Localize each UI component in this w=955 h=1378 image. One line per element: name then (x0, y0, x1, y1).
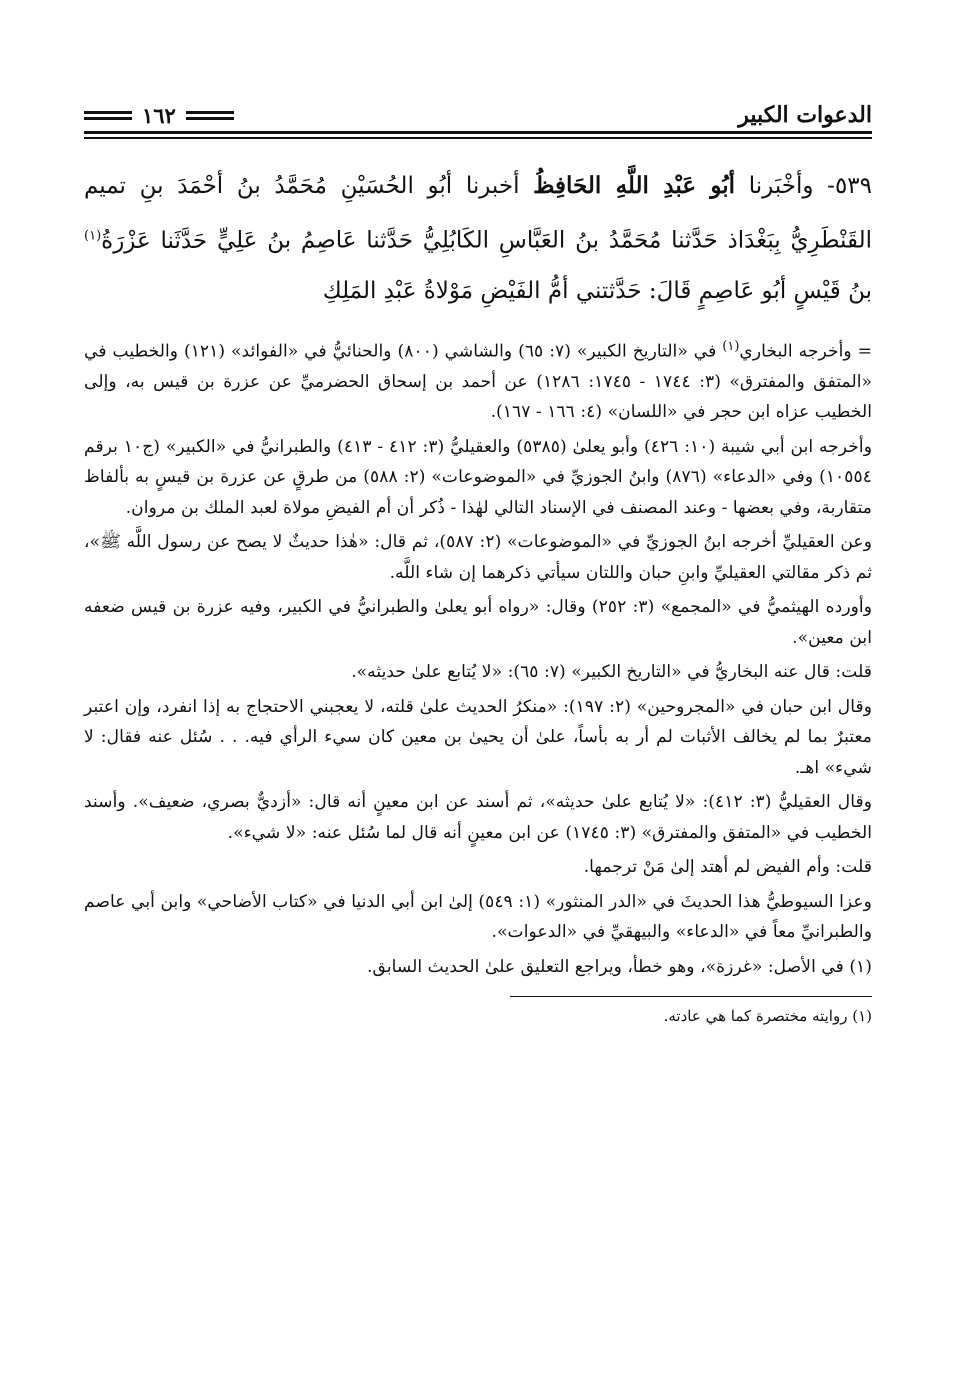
footnote-separator (510, 996, 872, 997)
note-paragraph: وقال العقيليُّ (٣: ٤١٢): «لا يُتابع علىٰ حديثه»، ثم أسند عن ابن معينٍ أنه قال: «أزديٌّ بصري، ضعيف». وأسند الخطيب في «المتفق والمفترق» (٣: ١٧٤٥) عن ابن معينٍ أنه قال لما سُئل عنه: «لا شيء». (84, 792, 873, 843)
note-paragraph: وعزا السيوطيُّ هذا الحديثَ في «الدر المنثور» (١: ٥٤٩) إلىٰ ابن أبي الدنيا في «كتاب الأضاحي» وابن أبي عاصم والطبرانيِّ معاً في «الدعاء» والبيهقيِّ في «الدعوات». (84, 891, 872, 943)
page-number-block (84, 103, 234, 128)
page (84, 90, 872, 1025)
book-title: الدعوات الكبير (738, 102, 872, 128)
ornament-dash (186, 111, 234, 120)
note-paragraph: = وأخرجه البخاري$^{(١)}$ في «التاريخ الكبير» (٧: ٦٥) والشاشي (٨٠٠) والحنائيُّ في «الفوائد» (١٢١) والخطيب في «المتفق والمفترق» (٣: ١٧٤٤ - ١٧٤٥: ١٢٨٦) عن أحمد بن إسحاق الحضرميِّ عن عزرة بن قيس به، وإلى الخطيب عزاه ابن حجر في «اللسان» (٤: ١٦٦ - ١٦٧). (84, 338, 872, 423)
note-paragraph: وأخرجه ابن أبي شيبة (١٠: ٤٢٦) وأبو يعلىٰ (٥٣٨٥) والعقيليُّ (٣: ٤١٢ - ٤١٣) والطبرانيُّ في «الكبير» (ج١٠ برقم ١٠٥٥٤) وفي «الدعاء» (٨٧٦) وابنُ الجوزيِّ في «الموضوعات» (٢: ٥٨٨) من طرقٍ عن عزرة بن قيسٍ به بألفاظ متقاربة، وفي بعضها - وعند المصنف في الإسناد التالي لهٰذا - ذُكر أن أم الفيضِ مولاة لعبد الملك بن مروان. (84, 436, 872, 518)
footnote: (١) روايته مختصرة كما هي عادته. (663, 1007, 872, 1026)
hadith-line-1: ٥٣٩- وأخْبَرنا أبُو عَبْدِ اللَّهِ الحَافِظُ أخبرنا أبُو الحُسَيْنِ مُحَمَّدُ بنُ أحْمَدَ بنِ (139, 172, 872, 199)
page-number: ١٦٢ (142, 103, 176, 128)
note-paragraph: (١) في الأصل: «غرزة»، وهو خطأ، ويراجع التعليق علىٰ الحديث السابق. (367, 956, 872, 977)
note-paragraph: قلت: وأم الفيض لم أهتد إلىٰ مَنْ ترجمها. (583, 857, 872, 878)
header-rule (84, 131, 872, 134)
header-rule-thin (84, 137, 872, 139)
footnote-ref: (١) (84, 228, 102, 243)
hadith-line-2: تميم القَنْطَرِيُّ بِبَغْدَاذ حَدَّثنا مُحَمَّدُ بنُ العَبَّاسِ الكَابُلِيُّ حَدَّثنا عَاصِمُ بنُ عَلِيٍّ (84, 173, 872, 254)
note-paragraph: قلت: قال عنه البخاريُّ في «التاريخ الكبير» (٧: ٦٥): «لا يُتابع علىٰ حديثه». (351, 662, 872, 683)
note-paragraph: وأورده الهيثميُّ في «المجمع» (٣: ٢٥٢) وقال: «رواه أبو يعلىٰ والطبرانيُّ في الكبير، وفيه عزرة بن قيس ضعفه ابن معين». (84, 597, 872, 648)
note-paragraph: وقال ابن حبان في «المجروحين» (٢: ١٩٧): «منكرُ الحديث علىٰ قلته، لا يعجبني الاحتجاج به إذا انفرد، وإن اعتبر معتبرٌ بما لم يخالف الأثبات لم أر به بأساً، علىٰ أن يحيىٰ بن معين كان سيء الرأي فيه. . . سُئل عنه فقال: لا شيء» اهـ. (84, 696, 872, 778)
commentary (84, 332, 872, 983)
hadith-text (84, 161, 872, 316)
hadith-line-3: حَدَّثَنا عَزْرَةُ$^{(١)}$ بنُ قَيْسٍ أبُو عَاصِمٍ قَالَ: حَدَّثتني أمُّ الفَيْضِ مَوْلاةُ عَبْدِ المَلِكِ (84, 227, 872, 304)
narrator-name: أبُو عَبْدِ اللَّهِ الحَافِظُ (533, 172, 736, 199)
ornament-dash (84, 111, 132, 120)
running-head (84, 90, 872, 128)
note-paragraph: وعن العقيليِّ أخرجه ابنُ الجوزيِّ في «الموضوعات» (٢: ٥٨٧)، ثم قال: «هٰذا حديثٌ لا يصح عن رسول اللَّه ﷺ»، ثم ذكر مقالتي العقيليِّ وابنِ حبان واللتان سيأتي ذكرهما إن شاء اللَّه. (84, 532, 872, 583)
footnote-ref: (١) (722, 338, 740, 354)
